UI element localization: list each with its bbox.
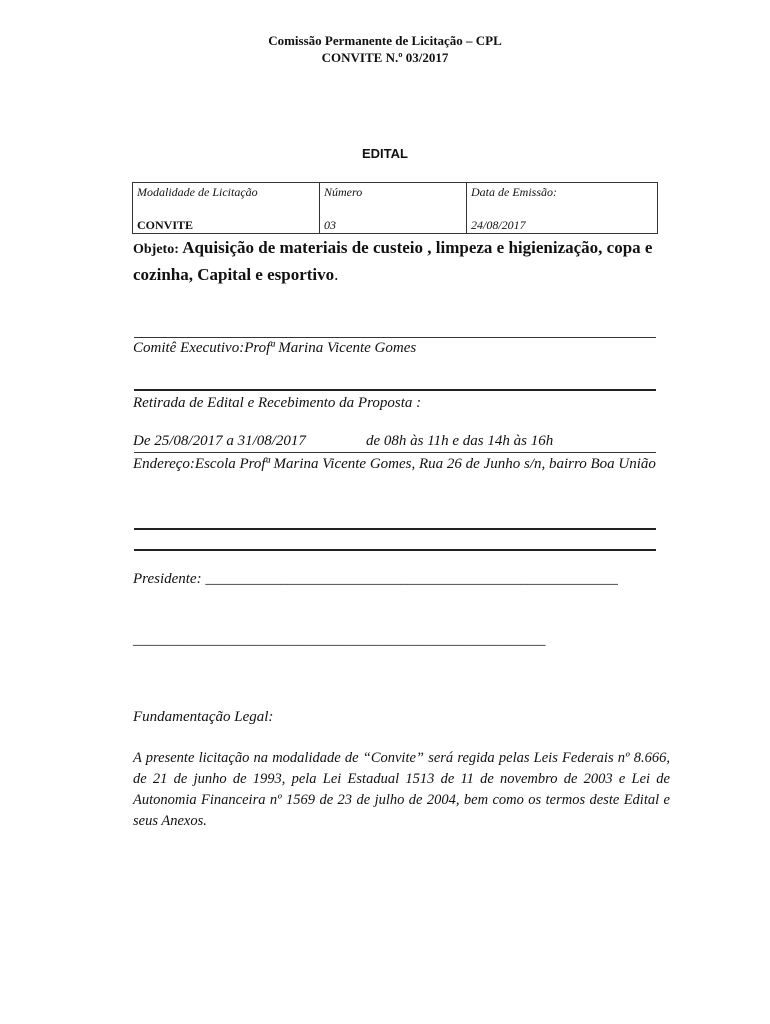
- comite-executivo: Comitê Executivo:Profª Marina Vicente Gomes: [133, 340, 417, 356]
- data-emissao-cell: [467, 183, 658, 234]
- signature-line: _______________________________________________________: [133, 632, 546, 648]
- document-title: EDITAL: [362, 146, 408, 161]
- periodo: De 25/08/2017 a 31/08/2017: [133, 433, 306, 449]
- presidente-signature: Presidente: _______________________________________________________: [133, 571, 618, 587]
- objeto-label: Objeto:: [133, 242, 179, 257]
- modalidade-value: CONVITE: [137, 218, 194, 232]
- divider-line: [134, 389, 656, 391]
- divider-line: [134, 452, 656, 453]
- objeto-section: [133, 235, 673, 287]
- divider-line: [134, 549, 656, 551]
- objeto-end: .: [334, 265, 339, 284]
- fundamentacao-title: Fundamentação Legal:: [133, 709, 274, 725]
- numero-value: 03: [324, 218, 336, 232]
- numero-cell: [320, 183, 467, 234]
- header-convite-number: CONVITE N.º 03/2017: [321, 50, 449, 65]
- modalidade-cell: [133, 183, 320, 234]
- endereco: Endereço:Escola Profª Marina Vicente Gomes, Rua 26 de Junho s/n, bairro Boa União: [133, 456, 656, 472]
- divider-line: [134, 528, 656, 530]
- objeto-text: Aquisição de materiais de custeio , limpeza e higienização, copa e cozinha, Capital e esportivo: [133, 238, 653, 284]
- horario: de 08h às 11h e das 14h às 16h: [366, 433, 554, 449]
- fundamentacao-text: A presente licitação na modalidade de “Convite” será regida pelas Leis Federais nº 8.666, de 21 de junho de 1993, pela Lei Estadual 1513 de 11 de novembro de 2003 e Lei de Autonomia Financeira nº 1569 de 23 de julho de 2004, bem como os termos deste Edital e seus Anexos.: [133, 750, 670, 829]
- modalidade-label: Modalidade de Licitação: [137, 185, 258, 199]
- data-emissao-value: 24/08/2017: [471, 218, 526, 232]
- retirada-edital: Retirada de Edital e Recebimento da Proposta :: [133, 395, 422, 411]
- header-commission: Comissão Permanente de Licitação – CPL: [268, 33, 502, 48]
- info-table: [132, 182, 658, 234]
- divider-line: [134, 337, 656, 338]
- data-emissao-label: Data de Emissão:: [471, 185, 557, 199]
- numero-label: Número: [324, 185, 363, 199]
